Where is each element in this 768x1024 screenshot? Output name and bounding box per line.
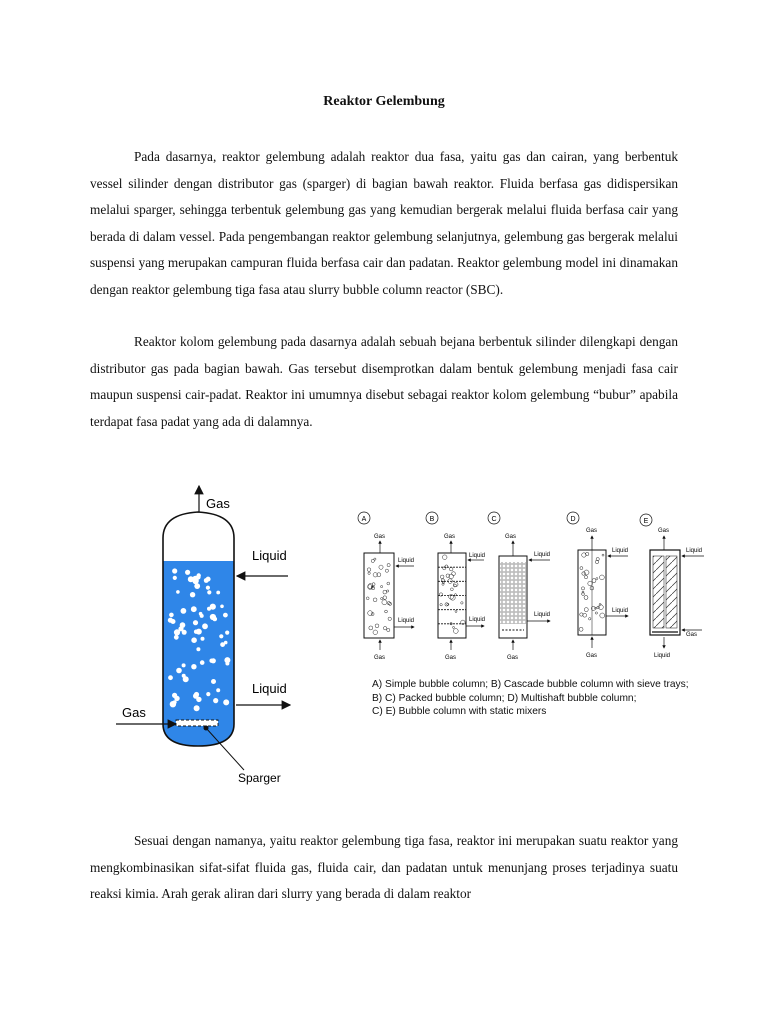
gas-bubble xyxy=(225,662,229,666)
bubble-column-diagram xyxy=(110,478,310,788)
gas-bubble xyxy=(168,675,173,680)
column-a-top-label: Gas xyxy=(374,534,386,540)
document-title: Reaktor Gelembung xyxy=(323,94,445,109)
column-e xyxy=(640,514,704,659)
gas-bubble xyxy=(219,634,223,638)
column-e-mixer-left xyxy=(653,556,664,628)
gas-bubble xyxy=(192,576,198,582)
column-d xyxy=(567,512,628,659)
column-e-gas-in-label: Gas xyxy=(686,632,698,638)
gas-bubble xyxy=(220,605,224,609)
gas-bubble xyxy=(223,699,229,705)
gas-bubble xyxy=(196,647,200,651)
gas-bubble xyxy=(209,659,213,663)
column-a-letter: A xyxy=(361,516,367,523)
column-e-bottom-label: Liquid xyxy=(654,653,671,659)
gas-bubble xyxy=(172,568,177,573)
gas-bubble xyxy=(193,620,198,625)
gas-bubble xyxy=(199,612,203,616)
liquid-fill xyxy=(163,561,234,746)
column-c-packing xyxy=(500,562,526,624)
gas-bubble xyxy=(206,586,210,590)
column-a-liquid-out-label: Liquid xyxy=(398,618,415,624)
paragraph-2: Reaktor kolom gelembung pada dasarnya adalah sebuah bejana berbentuk silinder dilengkapi dengan distributor gas pada bagian bawah. Gas tersebut disemprotkan dalam bentuk gelembung menjadi fasa cair maupun suspensi cair-padat. Reaktor ini umumnya disebut sebagai reaktor kolom gelembung “bubur” apabila terdapat fasa padat yang ada di dalamnya. xyxy=(90,334,678,429)
column-a xyxy=(358,512,414,661)
column-a-bottom-label: Gas xyxy=(374,655,386,661)
gas-bubble xyxy=(202,623,208,629)
caption-line-1: A) Simple bubble column; B) Cascade bubble column with sieve trays; xyxy=(372,679,689,690)
column-d-bottom-label: Gas xyxy=(586,653,598,659)
gas-bubble xyxy=(210,614,216,620)
column-c-bottom-label: Gas xyxy=(507,655,519,661)
gas-bubble xyxy=(191,637,197,643)
gas-bubble xyxy=(194,705,200,711)
gas-bubble xyxy=(193,693,199,699)
gas-bubble xyxy=(194,583,200,589)
column-e-top-label: Gas xyxy=(658,528,670,534)
gas-bubble xyxy=(207,590,211,594)
gas-bubble xyxy=(211,679,216,684)
gas-bubble xyxy=(176,590,180,594)
gas-bubble xyxy=(182,663,186,667)
gas-bubble xyxy=(210,604,216,610)
gas-bubble xyxy=(213,698,218,703)
gas-bubble xyxy=(173,576,177,580)
gas-bubble xyxy=(176,668,182,674)
gas-bubble xyxy=(224,641,228,645)
gas-bubble xyxy=(216,591,220,595)
gas-in-label: Gas xyxy=(122,705,146,720)
gas-bubble xyxy=(204,578,209,583)
gas-bubble xyxy=(206,692,210,696)
caption-line-3: C) E) Bubble column with static mixers xyxy=(372,706,547,717)
sparger-label: Sparger xyxy=(238,771,281,785)
sparger-plate xyxy=(176,720,218,726)
column-c-top-label: Gas xyxy=(505,534,517,540)
gas-bubble xyxy=(181,608,187,614)
column-e-liquid-in-label: Liquid xyxy=(686,548,703,554)
column-c-liquid-in-label: Liquid xyxy=(534,552,551,558)
column-b-liquid-out-label: Liquid xyxy=(469,617,486,623)
column-a-liquid-in-label: Liquid xyxy=(398,558,415,564)
gas-bubble xyxy=(191,606,197,612)
gas-bubble xyxy=(185,570,190,575)
gas-bubble xyxy=(194,630,198,634)
column-d-letter: D xyxy=(570,516,576,523)
gas-bubble xyxy=(223,613,228,618)
column-b-liquid-in-label: Liquid xyxy=(469,553,486,559)
column-c-letter: C xyxy=(491,516,497,523)
gas-bubble xyxy=(201,637,205,641)
column-e-letter: E xyxy=(643,518,649,525)
column-d-liquid-out-label: Liquid xyxy=(612,608,629,614)
column-b xyxy=(426,512,485,661)
column-b-letter: B xyxy=(429,516,435,523)
gas-bubble xyxy=(169,613,174,618)
gas-bubble xyxy=(180,622,186,628)
paragraph-1: Pada dasarnya, reaktor gelembung adalah reaktor dua fasa, yaitu gas dan cairan, yang berbentuk vessel silinder dengan distributor gas (sparger) di bagian bawah reaktor. Fluida berfasa gas didispersikan melalui sparger, sehingga terbentuk gelembung gas yang kemudian bergerak melalui fluida berfasa cair yang berada di dalam vessel. Pada pengembangan reaktor gelembung selanjutnya, gelembung gas bergerak melalui suspensi yang merupakan campuran fluida berfasa cair dan padatan. Reaktor gelembung model ini dinamakan dengan reaktor gelembung tiga fasa atau slurry bubble column reactor (SBC). xyxy=(90,149,678,297)
gas-bubble xyxy=(216,688,220,692)
paragraph-3: Sesuai dengan namanya, yaitu reaktor gelembung tiga fasa, reaktor ini merupakan suatu reaktor yang mengkombinasikan sifat-sifat fluida gas, fluida cair, dan padatan untuk menunjang proses terjadinya suatu reaksi kimia. Arah gerak aliran dari slurry yang berada di dalam reaktor xyxy=(90,833,678,902)
column-d-liquid-in-label: Liquid xyxy=(612,548,629,554)
liquid-out-label: Liquid xyxy=(252,681,287,696)
column-d-top-label: Gas xyxy=(586,528,598,534)
gas-bubble xyxy=(191,664,196,669)
gas-bubble xyxy=(171,619,176,624)
gas-bubble xyxy=(200,660,205,665)
column-b-bottom-label: Gas xyxy=(445,655,457,661)
caption-line-2: B) C) Packed bubble column; D) Multishaft bubble column; xyxy=(372,692,637,704)
gas-bubble xyxy=(190,592,195,597)
figure-caption xyxy=(372,678,752,719)
column-b-top-label: Gas xyxy=(444,534,456,540)
column-c xyxy=(488,512,550,661)
column-c-liquid-out-label: Liquid xyxy=(534,612,551,618)
liquid-in-label: Liquid xyxy=(252,548,287,563)
gas-bubble xyxy=(174,696,179,701)
gas-bubble xyxy=(183,676,189,682)
gas-bubble xyxy=(225,631,229,635)
gas-out-label: Gas xyxy=(206,496,230,511)
gas-bubble xyxy=(174,635,179,640)
column-e-mixer-right xyxy=(666,556,677,628)
